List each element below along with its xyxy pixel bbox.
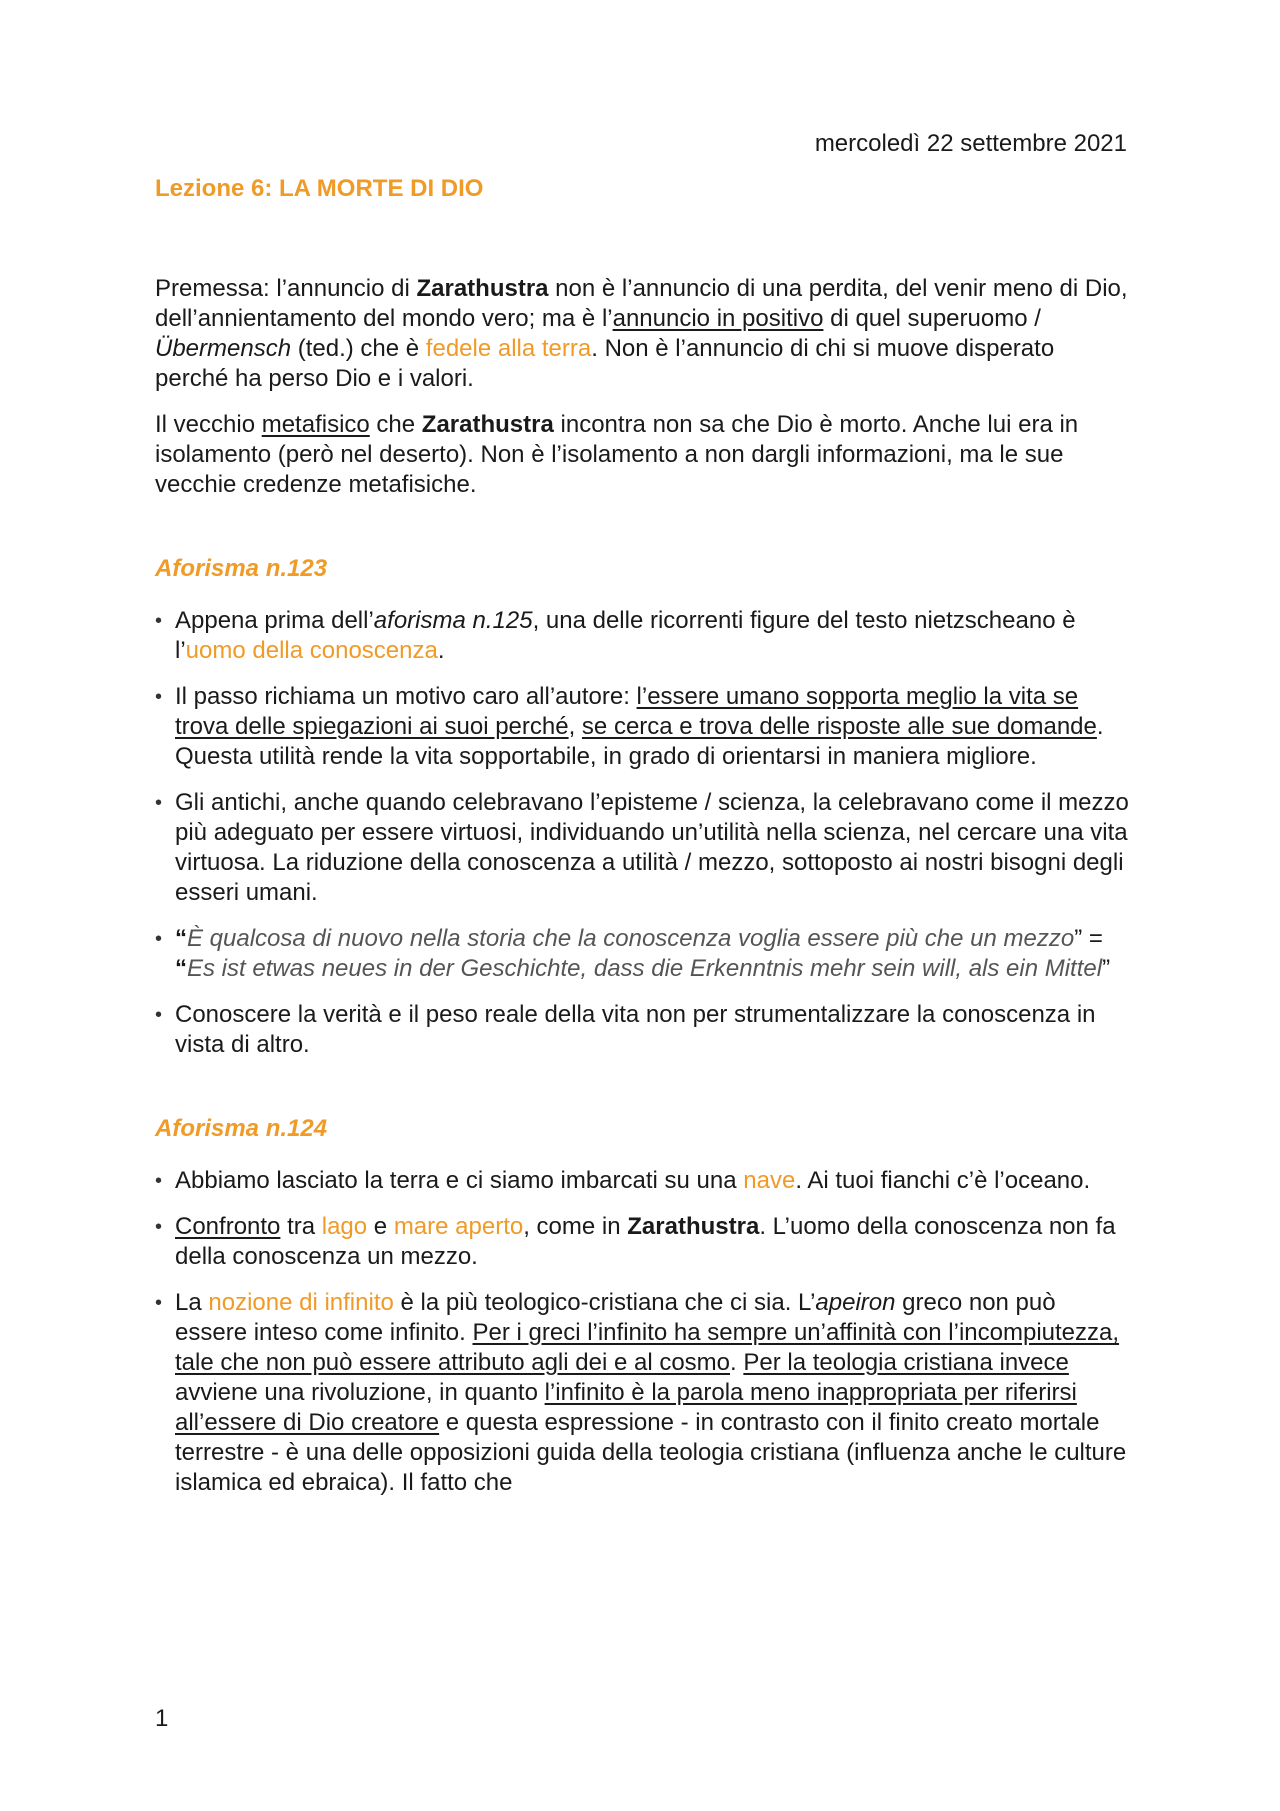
list-item: • Gli antichi, anche quando celebravano l’episteme / scienza, la celebravano come il mezzo più adeguato per essere virtuosi, individuando un’utilità nella scienza, nel cercare una vita virtuosa. La riduzione della conoscenza a utilità / mezzo, sottoposto ai nostri bisogni degli esseri umani. [155,788,1130,908]
highlight-mare-aperto: mare aperto [393,1213,524,1240]
term-zarathustra: Zarathustra [627,1213,760,1240]
section-title-aforisma-124: Aforisma n.124 [155,1115,328,1142]
quote-item: • “È qualcosa di nuovo nella storia che la conoscenza voglia essere più che un mezzo” = “Es ist etwas neues in der Geschichte, dass die Erkenntnis mehr sein will, als ein Mittel” [155,924,1130,984]
section-1-list [155,606,1130,1060]
underlined-phrase: annuncio in positivo [612,305,824,332]
highlight-fedele-alla-terra: fedele alla terra [425,335,592,362]
section-2-list [155,1166,1130,1498]
underlined-metafisico: metafisico [261,411,370,438]
term-apeiron: apeiron [815,1289,896,1316]
list-item: • Confronto tra lago e mare aperto, come in Zarathustra. L’uomo della conoscenza non fa della conoscenza un mezzo. [155,1212,1130,1272]
list-item: • Conoscere la verità e il peso reale della vita non per strumentalizzare la conoscenza in vista di altro. [155,1000,1130,1060]
highlight-nave: nave [743,1167,796,1194]
document-body [155,274,1130,1514]
list-item: • Abbiamo lasciato la terra e ci siamo imbarcati su una nave. Ai tuoi fianchi c’è l’oceano. [155,1166,1130,1196]
term-zarathustra: Zarathustra [416,275,549,302]
highlight-nozione-di-infinito: nozione di infinito [208,1289,394,1316]
intro-paragraph-2: Il vecchio metafisico che Zarathustra incontra non sa che Dio è morto. Anche lui era in isolamento (però nel deserto). Non è l’isolamento a non dargli informazioni, ma le sue vecchie credenze metafisiche. [155,411,1079,498]
term-ubermensch: Übermensch [155,335,292,362]
term-zarathustra: Zarathustra [421,411,554,438]
highlight-lago: lago [321,1213,368,1240]
lesson-title: Lezione 6: LA MORTE DI DIO [155,175,484,202]
section-title-aforisma-123: Aforisma n.123 [155,555,328,582]
intro-paragraph-1: Premessa: l’annuncio di Zarathustra non è l’annuncio di una perdita, del venir meno di Dio, dell’annientamento del mondo vero; ma è l’annuncio in positivo di quel superuomo / Übermensch (ted.) che è fedele alla terra. Non è l’annuncio di chi si muove disperato perché ha perso Dio e i valori. [155,275,1128,392]
list-item: • Appena prima dell’aforisma n.125, una delle ricorrenti figure del testo nietzscheano è l’uomo della conoscenza. [155,606,1130,666]
list-item: • Il passo richiama un motivo caro all’autore: l’essere umano sopporta meglio la vita se trova delle spiegazioni ai suoi perché, se cerca e trova delle risposte alle sue domande. Questa utilità rende la vita sopportabile, in grado di orientarsi in maniera migliore. [155,682,1130,772]
document-date: mercoledì 22 settembre 2021 [814,130,1127,157]
highlight-uomo-della-conoscenza: uomo della conoscenza [185,637,438,664]
list-item: • La nozione di infinito è la più teologico-cristiana che ci sia. L’apeiron greco non può essere inteso come infinito. Per i greci l’infinito ha sempre un’affinità con l’incompiutezza, tale che non può essere attributo agli dei e al cosmo. Per la teologia cristiana invece avviene una rivoluzione, in quanto l’infinito è la parola meno inappropriata per riferirsi all’essere di Dio creatore e questa espressione - in contrasto con il finito creato mortale terrestre - è una delle opposizioni guida della teologia cristiana (influenza anche le culture islamica ed ebraica). Il fatto che [155,1288,1130,1498]
page-number: 1 [155,1705,169,1732]
